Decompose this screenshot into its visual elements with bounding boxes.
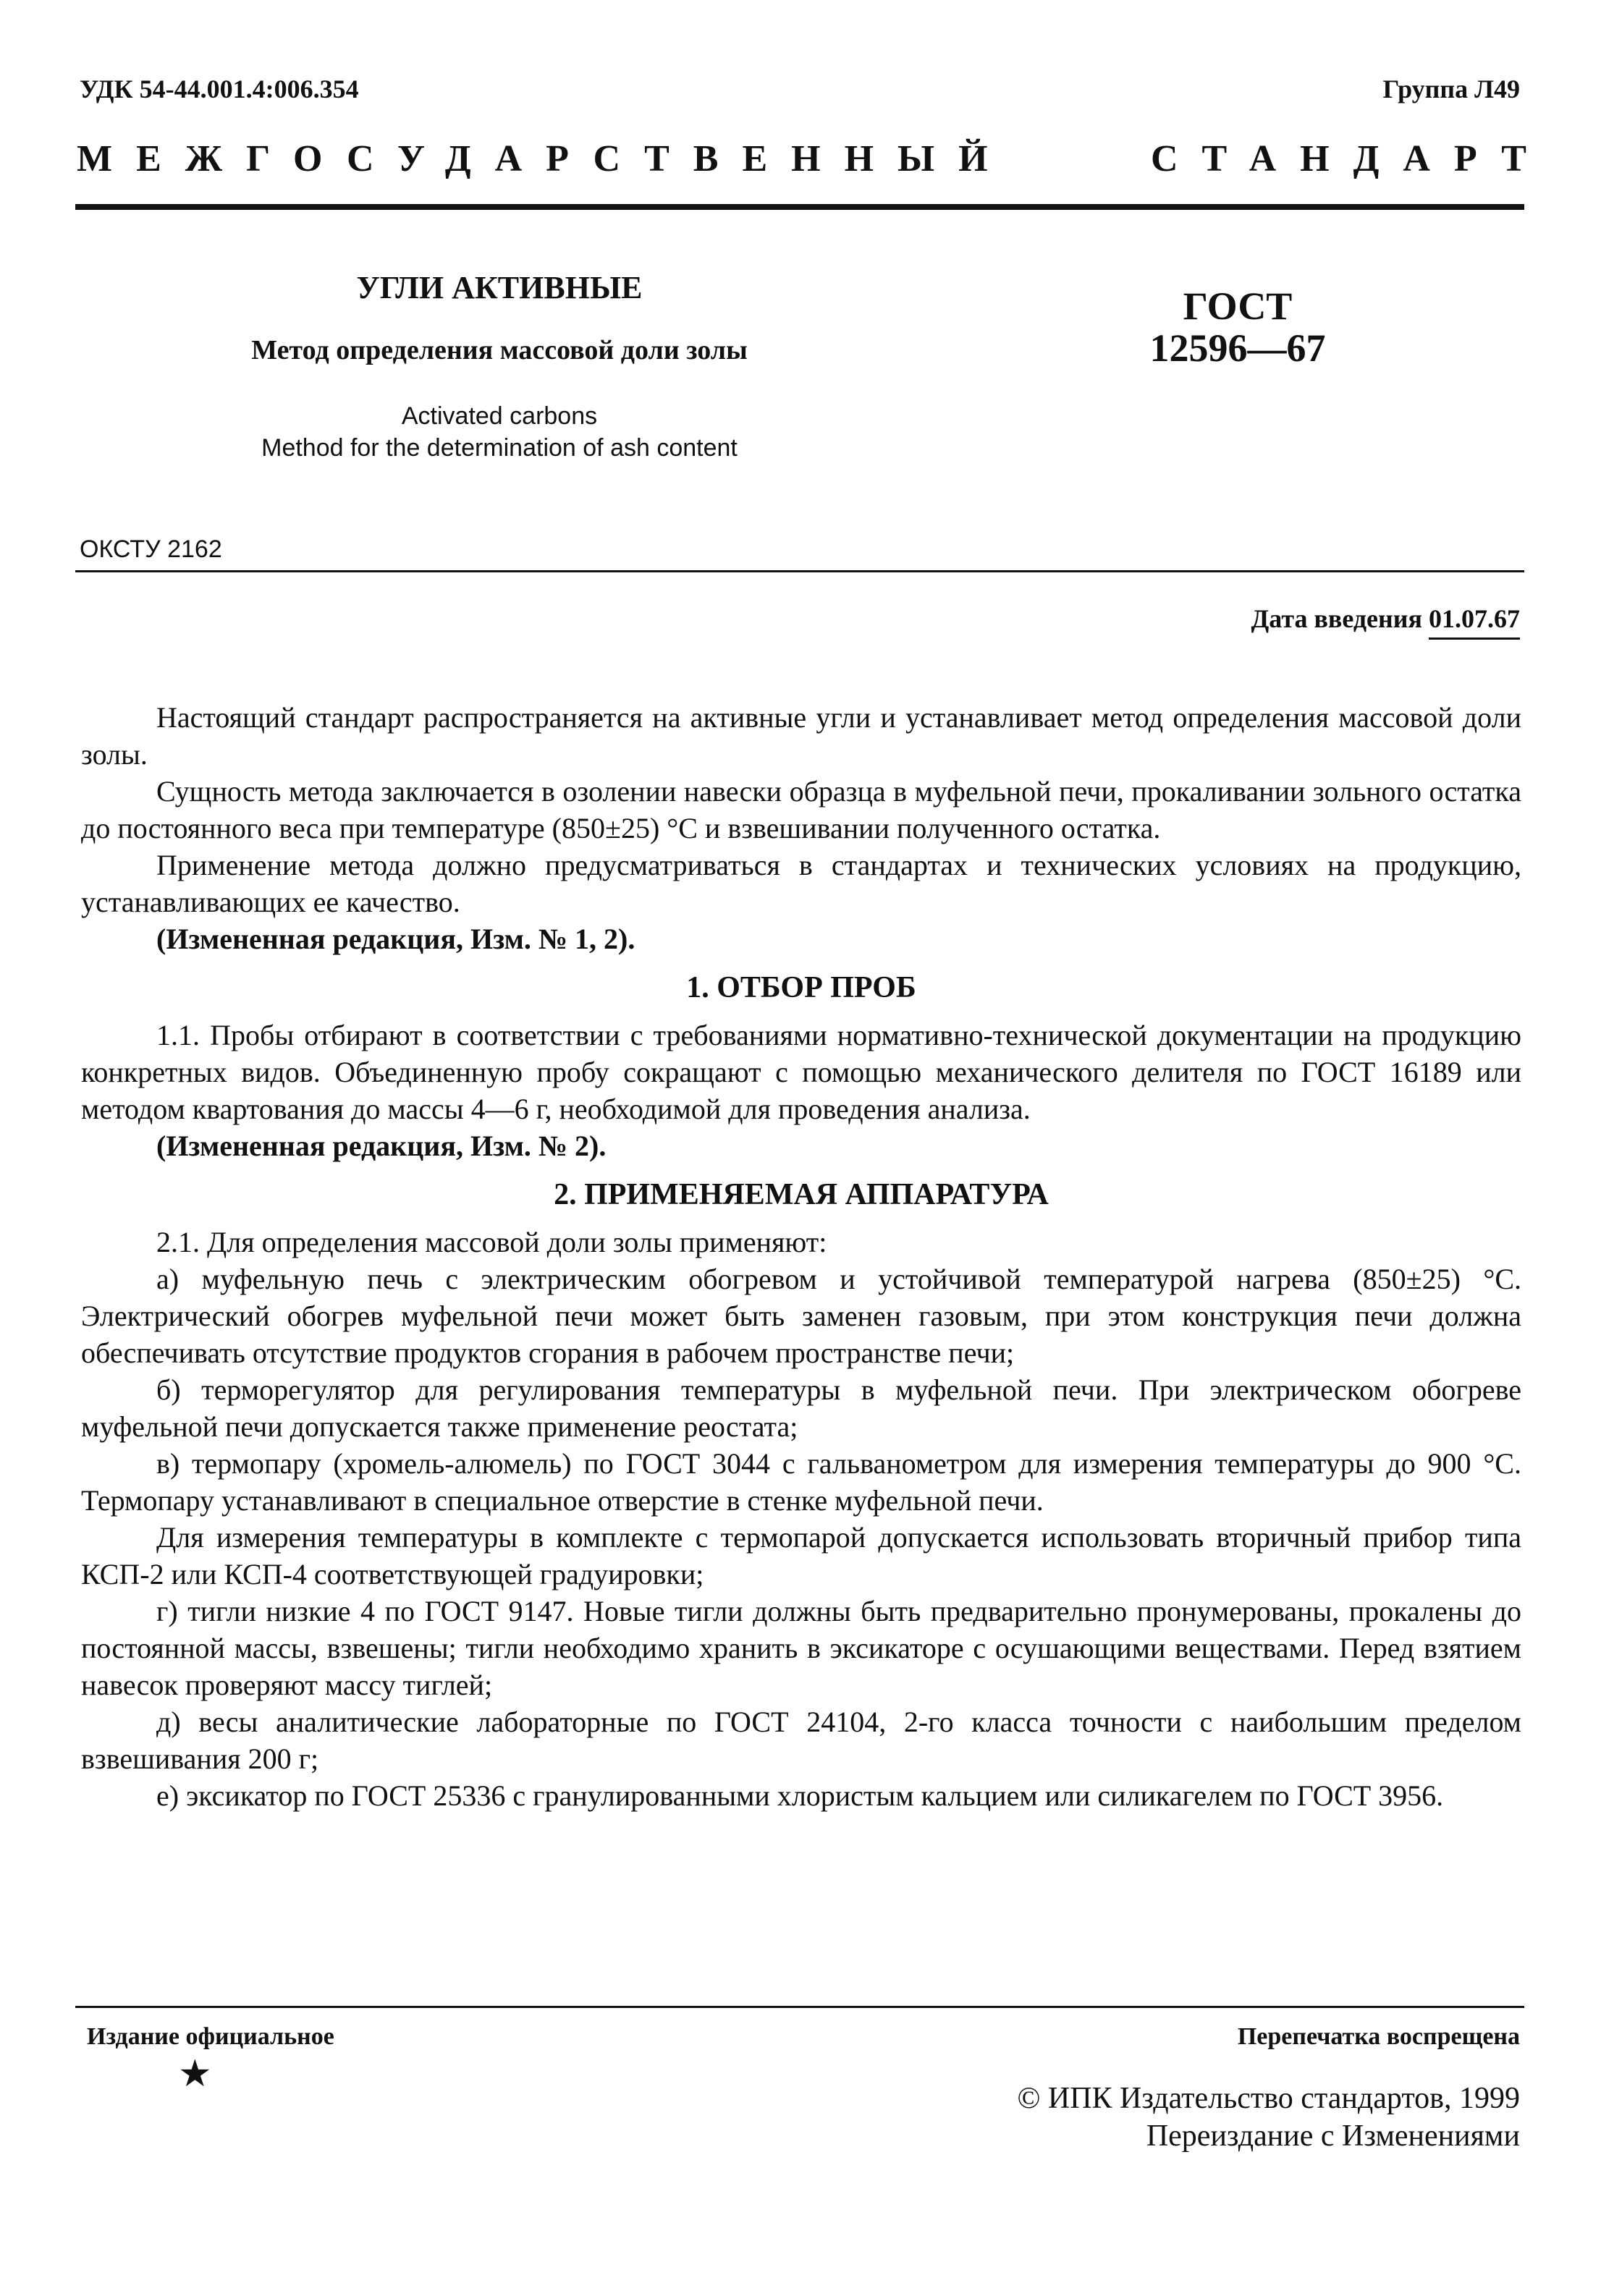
intro-paragraph: Сущность метода заключается в озолении навески образца в муфельной печи, прокаливании зольного остатка до постоянного веса при температуре (850±25) °С и взвешивании полученного остатка. — [81, 775, 1521, 844]
banner-standard: СТАНДАРТ — [1150, 138, 1550, 179]
english-subtitle: Method for the determination of ash content — [261, 434, 738, 462]
list-item-b: б) терморегулятор для регулирования температуры в муфельной печи. При электрическом обогреве муфельной печи допускается также применение реостата; — [81, 1373, 1521, 1443]
english-title: Activated carbons — [401, 402, 598, 430]
document-subtitle: Метод определения массовой доли золы — [251, 335, 748, 365]
intro-date-label: Дата введения — [1251, 604, 1422, 633]
copyright-line: © ИПК Издательство стандартов, 1999 — [1017, 2082, 1520, 2115]
list-item-g: г) тигли низкие 4 по ГОСТ 9147. Новые тигли должны быть предварительно пронумерованы, прокалены до постоянной массы, взвешены; тигли необходимо хранить в эксикаторе с осушающими веществами. Перед взятием навесок проверяют массу тиглей; — [81, 1595, 1521, 1701]
amendment-note: (Измененная редакция, Изм. № 2). — [156, 1130, 607, 1162]
gost-label: ГОСТ — [1183, 284, 1293, 328]
document-body — [81, 699, 1521, 1814]
gost-number: 12596—67 — [1149, 326, 1326, 370]
intro-paragraph: Применение метода должно предусматриваться в стандартах и технических условиях на продукцию, устанавливающих ее качество. — [81, 849, 1521, 918]
intro-date — [1251, 603, 1521, 634]
list-item-v: в) термопару (хромель-алюмель) по ГОСТ 3044 с гальванометром для измерения температуры до 900 °С. Термопару устанавливают в специальное отверстие в стенке муфельной печи. — [81, 1447, 1521, 1517]
section-heading-sampling: 1. ОТБОР ПРОБ — [686, 971, 916, 1004]
amendment-note: (Измененная редакция, Изм. № 1, 2). — [156, 923, 635, 955]
intro-date-value: 01.07.67 — [1429, 604, 1520, 640]
banner-interstate: МЕЖГОСУДАРСТВЕННЫЙ — [77, 138, 1012, 179]
reprint-prohibited-label: Перепечатка воспрещена — [1237, 2023, 1520, 2050]
okstu-code: ОКСТУ 2162 — [80, 535, 222, 563]
list-item-a: а) муфельную печь с электрическим обогревом и устойчивой температурой нагрева (850±25) °С. Электрический обогрев муфельной печи может быть заменен газовым, при этом конструкция печи должна обеспечивать отсутствие продуктов сгорания в рабочем пространстве печи; — [81, 1263, 1521, 1369]
clause-2-1: 2.1. Для определения массовой доли золы применяют: — [156, 1226, 827, 1258]
section-heading-apparatus: 2. ПРИМЕНЯЕМАЯ АППАРАТУРА — [554, 1178, 1049, 1211]
list-item-v-note: Для измерения температуры в комплекте с термопарой допускается использовать вторичный прибор типа КСП-2 или КСП-4 соответствующей градуировки; — [81, 1521, 1521, 1590]
header-divider — [75, 204, 1524, 210]
footer-divider — [75, 2006, 1524, 2008]
official-edition-label: Издание официальное — [87, 2023, 334, 2050]
intro-paragraph: Настоящий стандарт распространяется на активные угли и устанавливает метод определения массовой доли золы. — [81, 701, 1521, 771]
group-code: Группа Л49 — [1382, 75, 1520, 103]
okstu-divider — [75, 570, 1524, 572]
document-title: УГЛИ АКТИВНЫЕ — [356, 270, 643, 305]
clause-1-1: 1.1. Пробы отбирают в соответствии с требованиями нормативно-технической документации на продукцию конкретных видов. Объединенную пробу сокращают с помощью механического делителя по ГОСТ 16189 или методом квартования до массы 4—6 г, необходимой для проведения анализа. — [81, 1019, 1521, 1125]
reissue-line: Переиздание с Изменениями — [1146, 2119, 1520, 2153]
udk-code: УДК 54-44.001.4:006.354 — [80, 75, 359, 103]
list-item-e: е) эксикатор по ГОСТ 25336 с гранулированными хлористым кальцием или силикагелем по ГОСТ 3956. — [156, 1779, 1444, 1812]
star-icon: ★ — [178, 2054, 212, 2095]
list-item-d: д) весы аналитические лабораторные по ГОСТ 24104, 2-го класса точности с наибольшим пределом взвешивания 200 г; — [81, 1706, 1521, 1775]
